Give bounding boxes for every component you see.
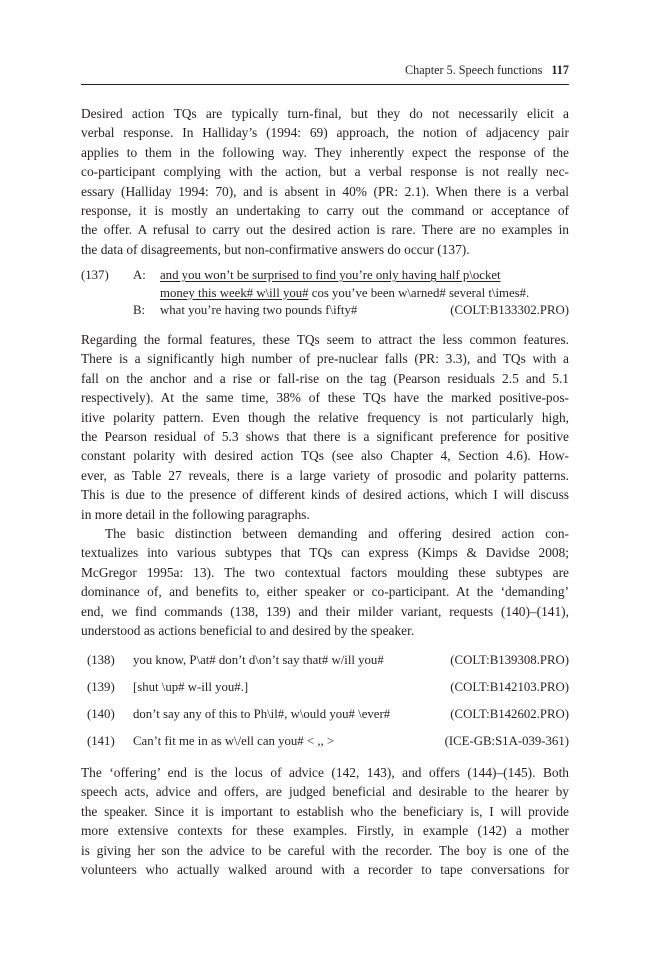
header-rule (81, 84, 569, 85)
examples-138-141 (81, 651, 569, 759)
example-text-continued: money this week# w\ill you# cos you’ve been w\arned# several t\imes#. (160, 285, 530, 300)
text-line: end, we find commands (138, 139) and their milder variant, requests (140)–(141), (81, 603, 569, 619)
text-line: understood as actions beneficial to and desired by the speaker. (81, 623, 415, 639)
text-line: textualizes into various subtypes that TQs can express (Kimps & Davidse 2008; (81, 545, 569, 561)
text-line: the Pearson residual of 5.3 shows that there is a significant preference for positive (81, 429, 569, 445)
example-source: (COLT:B139308.PRO) (450, 653, 569, 667)
text-line: fall on the anchor and a rise or fall-rise on the tag (Pearson residuals 2.5 and 5.1 (81, 370, 569, 386)
example-row (81, 651, 569, 678)
example-text: Can’t fit me in as w\/ell can you# < ,, > (133, 734, 335, 748)
text-line: constant polarity with desired action TQs (see also Chapter 4, Section 4.6). How- (81, 448, 569, 464)
speaker-label-a: A: (133, 268, 146, 282)
running-title: Chapter 5. Speech functions (404, 63, 543, 77)
text-line: ever, as Table 27 reveals, there is a large variety of prosodic and polarity patterns. (81, 467, 569, 483)
paragraph-2 (81, 330, 569, 524)
text-line: This is due to the presence of different kinds of desired actions, which I will discuss (81, 487, 569, 503)
example-source: (ICE-GB:S1A-039-361) (444, 734, 569, 748)
text-line: is giving her son the advice to be careful with the recorder. The boy is one of the (81, 842, 569, 858)
text-line: There is a significantly high number of pre-nuclear falls (PR: 3.3), and TQs with a (81, 351, 569, 367)
example-row (81, 678, 569, 705)
example-text: [shut \up# w-ill you#.] (133, 680, 249, 694)
text-line: the offer. A refusal to carry out the desired action is rare. There are no examples in (81, 222, 569, 238)
speaker-label-b: B: (133, 303, 146, 317)
text-line: volunteers who actually walked around with a recorder to tape conversations for (81, 862, 569, 878)
text-line: response, it is mostly an undertaking to carry out the command or acceptance of (81, 203, 569, 219)
paragraph-1 (81, 104, 569, 259)
page-number: 117 (551, 63, 569, 77)
example-number: (137) (81, 268, 109, 282)
example-source: (COLT:B142602.PRO) (450, 707, 569, 721)
text-line: essary (Halliday 1994: 70), and is absent in 40% (PR: 2.1). When there is a verbal (81, 183, 569, 199)
text-line: co-participant complying with the action, but a verbal response is not really nec- (81, 164, 569, 180)
text-line: dominance of, and benefits to, either speaker or co-participant. At the ‘demanding’ (81, 584, 569, 600)
text-line: the speaker. Since it is important to establish who the beneficiary is, I will provide (81, 803, 569, 819)
example-source: (COLT:B133302.PRO) (450, 303, 569, 317)
paragraph-3 (81, 524, 569, 640)
example-number: (140) (87, 707, 115, 721)
text-line: Regarding the formal features, these TQs seem to attract the less common features. (81, 332, 569, 347)
example-text: you know, P\at# don’t d\on’t say that# w/ill you# (133, 653, 384, 667)
text-line: McGregor 1995a: 13). The two contextual factors moulding these subtypes are (81, 564, 569, 580)
text-line: The basic distinction between demanding and offering desired action con- (105, 526, 569, 541)
example-row (81, 705, 569, 732)
text-line: the data of disagreements, but non-confirmative answers do occur (137). (81, 241, 470, 257)
text-line: more extensive contexts for these examples. Firstly, in example (142) a mother (81, 823, 569, 839)
example-number: (138) (87, 653, 115, 667)
text-line: respectively). At the same time, 38% of these TQs have the marked positive-pos- (81, 390, 569, 406)
example-text: what you’re having two pounds f\ifty# (160, 303, 358, 317)
example-source: (COLT:B142103.PRO) (450, 680, 569, 694)
text-line: verbal response. In Halliday’s (1994: 69) approach, the notion of adjacency pair (81, 125, 569, 141)
example-row (81, 732, 569, 759)
text-line: itive polarity pattern. Even though the relative frequency is not particularly high, (81, 409, 569, 425)
text-line: in more detail in the following paragraphs. (81, 506, 310, 522)
text-line: Desired action TQs are typically turn-final, but they do not necessarily elicit a (81, 106, 569, 121)
text-line: The ‘offering’ end is the locus of advice (142, 143), and offers (144)–(145). Both (81, 765, 569, 780)
running-header (81, 62, 569, 78)
example-number: (139) (87, 680, 115, 694)
example-number: (141) (87, 734, 115, 748)
paragraph-4 (81, 763, 569, 879)
example-text: don’t say any of this to Ph\il#, w\ould you# \ever# (133, 707, 391, 721)
example-137 (81, 267, 569, 320)
example-text: and you won’t be surprised to find you’re only having half p\ocket (160, 268, 501, 282)
text-line: speech acts, advice and offers, are judged beneficial and desirable to the hearer by (81, 784, 569, 800)
text-line: applies to them in the following way. They inherently expect the response of the (81, 144, 569, 160)
